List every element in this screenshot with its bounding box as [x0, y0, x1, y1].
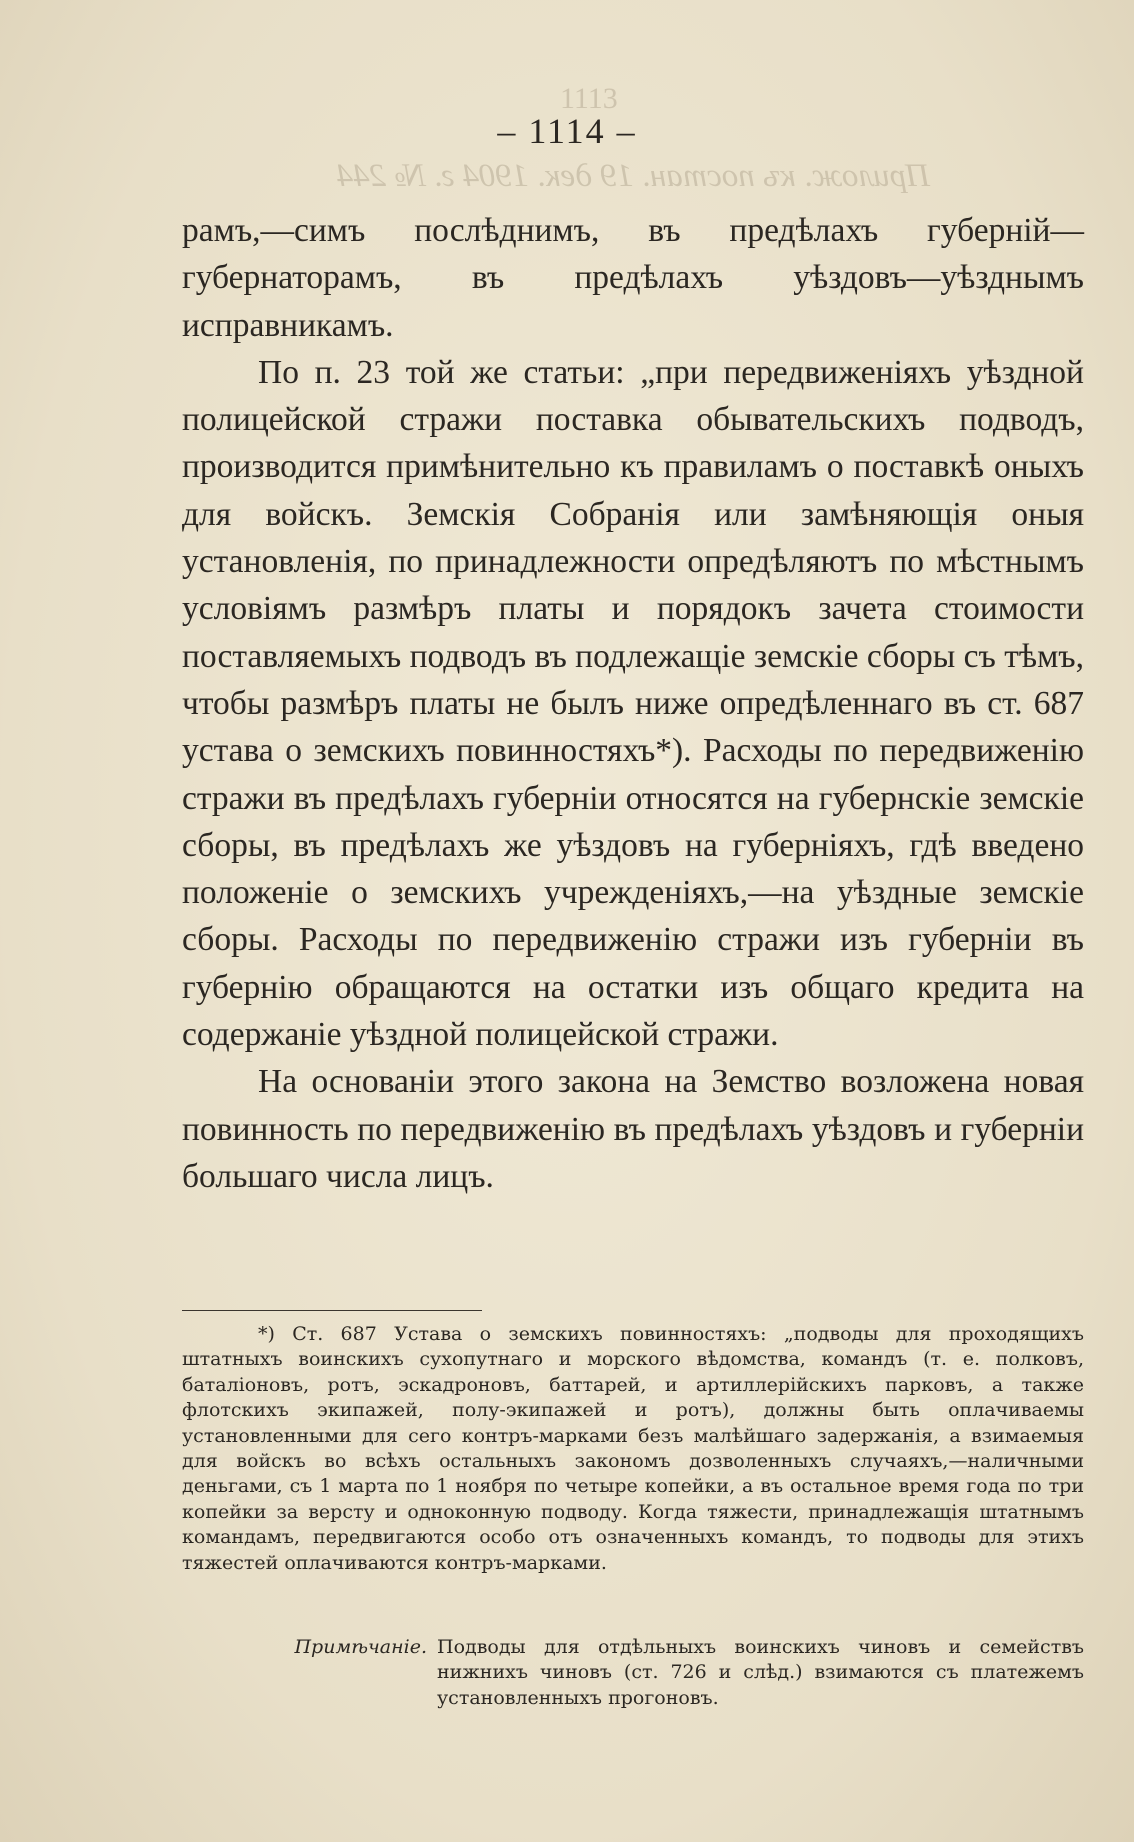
footnote-text: *) Ст. 687 Устава о земскихъ повинностяхъ: „подводы для проходящихъ штатныхъ воинскихъ сухопутнаго и морского вѣдомства, командъ (т. е. полковъ, баталіоновъ, ротъ, эскадроновъ, баттарей, и артиллерійскихъ парковъ, а также флотскихъ экипажей, полу-экипажей и ротъ), должны быть оплачиваемы установленными для сего контръ-марками безъ малѣйшаго задержанія, а взимаемыя для войскъ во всѣхъ остальныхъ закономъ дозволенныхъ случаяхъ,—наличными деньгами, съ 1 марта по 1 ноября по четыре копейки, а въ остальное время года по три копейки за версту и одноконную подводу. Когда тяжести, принадлежащія штатнымъ командамъ, передвигаются особо отъ означенныхъ командъ, то подводы для этихъ тяжестей оплачиваются контръ-марками. — [182, 1323, 1084, 1574]
paragraph-3: На основаніи этого закона на Земство возложена новая повинность по передвиженію въ предѣлахъ уѣздовъ и губерніи большаго числа лицъ. — [182, 1063, 1084, 1195]
bleed-through-header: Прилож. къ постан. 19 дек. 1904 г. № 244 — [336, 158, 930, 194]
footnote — [182, 1322, 1084, 1576]
paragraph-2: По п. 23 той же статьи: „при передвиженіяхъ уѣздной полицейской стражи поставка обывательскихъ подводъ, производится примѣнительно къ правиламъ о поставкѣ оныхъ для войскъ. Земскія Собранія или замѣняющія оныя установленія, по принадлежности опредѣляютъ по мѣстнымъ условіямъ размѣръ платы и порядокъ зачета стоимости поставляемыхъ подводъ въ подлежащіе земскіе сборы съ тѣмъ, чтобы размѣръ платы не былъ ниже опредѣленнаго въ ст. 687 устава о земскихъ повинностяхъ*). Расходы по передвиженію стражи въ предѣлахъ губерніи относятся на губернскіе земскіе сборы, въ предѣлахъ же уѣздовъ на губерніяхъ, гдѣ введено положеніе о земскихъ учрежденіяхъ,—на уѣздные земскіе сборы. Расходы по передвиженію стражи изъ губерніи въ губернію обращаются на остатки изъ общаго кредита на содержаніе уѣздной полицейской стражи. — [182, 353, 1084, 1054]
paragraph-1: рамъ,—симъ послѣднимъ, въ предѣлахъ губерній—губернаторамъ, въ предѣлахъ уѣздовъ—уѣзднымъ исправникамъ. — [182, 212, 1084, 344]
note — [182, 1635, 1084, 1711]
note-label: Примѣчаніе. — [294, 1636, 427, 1658]
footnote-divider — [182, 1310, 482, 1311]
note-text: Подводы для отдѣльныхъ воинскихъ чиновъ и семействъ нижнихъ чиновъ (ст. 726 и слѣд.) взимаются съ платежемъ установленныхъ прогоновъ. — [437, 1636, 1084, 1709]
bleed-through-number: 1113 — [560, 82, 618, 115]
main-text — [182, 207, 1084, 1200]
page-number: – 1114 – — [497, 111, 637, 151]
